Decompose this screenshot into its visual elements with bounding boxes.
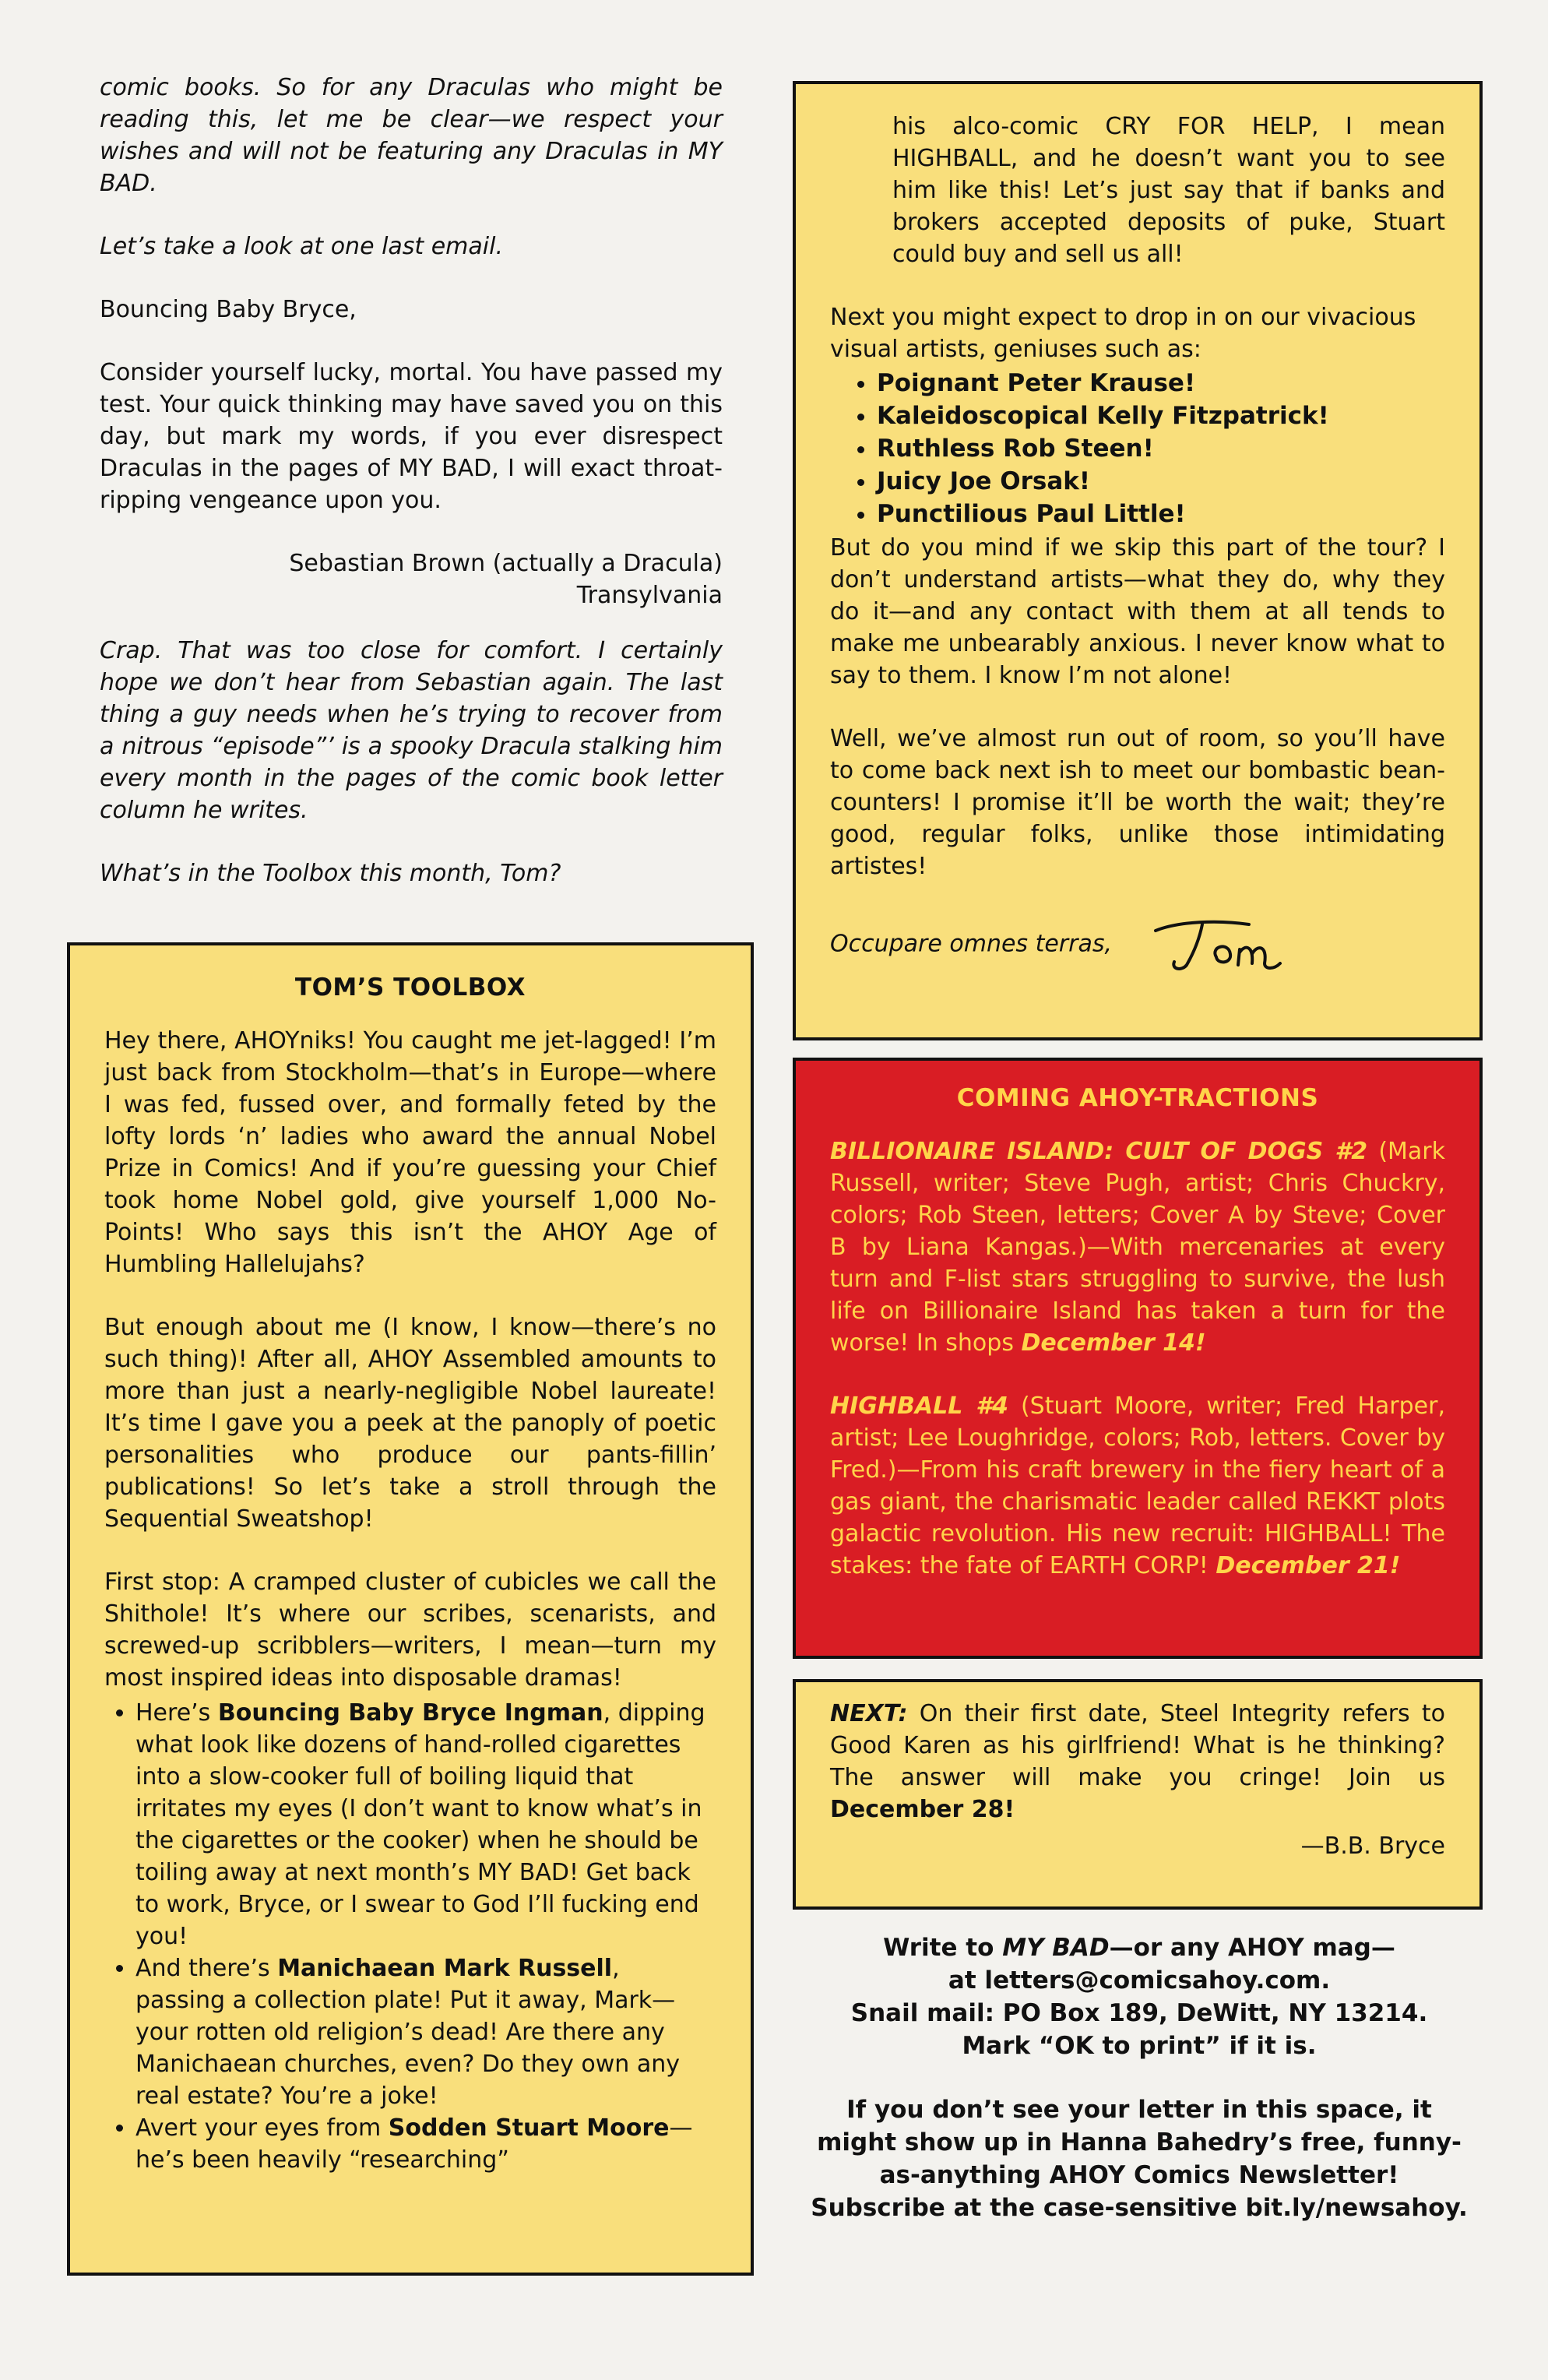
letter-salutation: Bouncing Baby Bryce, [100, 296, 357, 323]
toolbox-paragraph-2: But enough about me (I know, I know—there’s no such thing)! After all, AHOY Assembled amounts to more than just a nearly-negligible Nobel laureate! It’s time I gave you a peek at the panoply of poetic personalities who produce our pants-fillin’ publications! So let’s take a stroll through the Sequential Sweatshop! [104, 1314, 716, 1533]
coming-title: COMING AHOY-TRACTIONS [956, 1084, 1319, 1112]
letter-signature [100, 547, 723, 611]
contact-section [810, 1931, 1469, 2255]
sender-place: Transylvania [576, 582, 723, 609]
continuation-paragraph-4: Well, we’ve almost run out of room, so you’ll have to come back next ish to meet our bombastic bean-counters! I promise it’ll be worth the wait; they’re good, regular folks, unlike those intimidating artistes! [830, 725, 1445, 880]
coming-item-title: HIGHBALL #4 [830, 1392, 1008, 1420]
mailing-address: Snail mail: PO Box 189, DeWitt, NY 13214. [850, 1999, 1428, 2027]
coming-item-1: BILLIONAIRE ISLAND: CULT OF DOGS #2 (Mark Russell, writer; Steve Pugh, artist; Chris Chuckry, colors; Rob Steen, letters; Cover A by Steve; Cover B by Liana Kangas.)—With mercenaries at every turn and F-list stars struggling to survive, the lush life on Billionaire Island has taken a turn for the worse! In shops December 14! [830, 1138, 1446, 1357]
continuation-paragraph-1: his alco-comic CRY FOR HELP, I mean HIGHBALL, and he doesn’t want you to see him like this! Let’s just say that if banks and brokers accepted deposits of puke, Stuart could buy and sell us all! [892, 113, 1445, 268]
list-item: • And there’s Manichaean Mark Russell, passing a collection plate! Put it away, Mark—your rotten old religion’s dead! Are there any Manichaean churches, even? Do they own any real estate? You’re a joke! [135, 1952, 716, 2112]
contact-info: Write to MY BAD—or any AHOY mag— at letters@comicsahoy.com. Snail mail: PO Box 189, DeWitt, NY 13214. Mark “OK to print” if it is. [850, 1934, 1428, 2060]
sender-name: Sebastian Brown (actually a Dracula) [289, 550, 723, 577]
continuation-paragraph-2: Next you might expect to drop in on our vivacious visual artists, geniuses such as: [830, 304, 1416, 363]
toms-toolbox-box [67, 942, 754, 2276]
email-address: at letters@comicsahoy.com. [948, 1966, 1331, 1994]
reply-paragraph: Crap. That was too close for comfort. I certainly hope we don’t hear from Sebastian again. The last thing a guy needs when he’s trying to recover from a nitrous “episode”’ is a spooky Dracula stalking him every month in the pages of the comic book letter column he writes. [100, 637, 723, 824]
newsletter-note: If you don’t see your letter in this space, it might show up in Hanna Bahedry’s free, funny-as-anything AHOY Comics Newsletter! Subscribe at the case-sensitive bit.ly/newsahoy. [811, 2096, 1468, 2222]
list-item: • Avert your eyes from Sodden Stuart Moore—he’s been heavily “researching” [135, 2112, 716, 2176]
next-date: December 28! [830, 1796, 1015, 1823]
writer-name: Sodden Stuart Moore [388, 2114, 670, 2142]
toolbox-continuation-box [793, 81, 1483, 1040]
coming-item-date: December 21! [1216, 1552, 1401, 1579]
signoff-text: Occupare omnes terras, [830, 930, 1113, 958]
next-paragraph: NEXT: On their first date, Steel Integrity refers to Good Karen as his girlfriend! What is he thinking? The answer will make you cringe! Join us December 28! [830, 1700, 1445, 1823]
list-item: • Ruthless Rob Steen! [877, 432, 1445, 465]
tom-signature-icon [1148, 914, 1319, 976]
toolbox-handoff: What’s in the Toolbox this month, Tom? [100, 860, 561, 887]
next-issue-box [793, 1679, 1483, 1910]
next-signoff: —B.B. Bryce [1300, 1833, 1445, 1860]
coming-item-date: December 14! [1021, 1329, 1206, 1357]
coming-item-2: HIGHBALL #4 (Stuart Moore, writer; Fred Harper, artist; Lee Loughridge, colors; Rob, letters. Cover by Fred.)—From his craft brewery in the fiery heart of a gas giant, the charismatic leader called REKKT plots galactic revolution. His new recruit: HIGHBALL! The stakes: the fate of EARTH CORP! December 21! [830, 1392, 1445, 1579]
list-item: • Juicy Joe Orsak! [877, 465, 1445, 498]
coming-item-title: BILLIONAIRE ISLAND: CULT OF DOGS #2 [830, 1138, 1368, 1165]
writer-name: Manichaean Mark Russell [277, 1955, 613, 1982]
intro-paragraph: comic books. So for any Draculas who might be reading this, let me be clear—we respect your wishes and will not be featuring any Draculas in MY BAD. [100, 74, 723, 197]
list-item: • Kaleidoscopical Kelly Fitzpatrick! [877, 400, 1445, 432]
toolbox-title: TOM’S TOOLBOX [294, 973, 526, 1002]
mag-title: MY BAD [1002, 1934, 1110, 1962]
continuation-paragraph-3: But do you mind if we skip this part of the tour? I don’t understand artists—what they do, why they do it—and any contact with them at all tends to make me unbearably anxious. I never know what to say to them. I know I’m not alone! [830, 534, 1445, 689]
next-label: NEXT: [830, 1700, 908, 1727]
print-note: Mark “OK to print” if it is. [962, 2032, 1317, 2060]
toolbox-paragraph-3: First stop: A cramped cluster of cubicles we call the Shithole! It’s where our scribes, scenarists, and screwed-up scribblers—writers, I mean—turn my most inspired ideas into disposable dramas! [104, 1568, 716, 1692]
list-item: • Punctilious Paul Little! [877, 498, 1445, 530]
letter-body: Consider yourself lucky, mortal. You have passed my test. Your quick thinking may have saved you on this day, but mark my words, if you ever disrespect Draculas in the pages of MY BAD, I will exact throat-ripping vengeance upon you. [100, 359, 723, 514]
left-column [100, 72, 723, 921]
lead-in: Let’s take a look at one last email. [100, 233, 503, 260]
artists-list [830, 367, 1445, 530]
list-item: • Here’s Bouncing Baby Bryce Ingman, dipping what look like dozens of hand-rolled cigarettes into a slow-cooker full of boiling liquid that irritates my eyes (I don’t want to know what’s in the cigarettes or the cooker) when he should be toiling away at next month’s MY BAD! Get back to work, Bryce, or I swear to God I’ll fucking end you! [135, 1697, 716, 1952]
writer-name: Bouncing Baby Bryce Ingman [217, 1699, 603, 1727]
coming-ahoy-tractions-box [793, 1058, 1483, 1659]
list-item: • Poignant Peter Krause! [877, 367, 1445, 400]
signoff-line [830, 914, 1445, 976]
writers-list [104, 1697, 716, 2176]
toolbox-paragraph-1: Hey there, AHOYniks! You caught me jet-lagged! I’m just back from Stockholm—that’s in Europe—where I was fed, fussed over, and formally feted by the lofty lords ‘n’ ladies who award the annual Nobel Prize in Comics! And if you’re guessing your Chief took home Nobel gold, give yourself 1,000 No-Points! Who says this isn’t the AHOY Age of Humbling Hallelujahs? [104, 1027, 716, 1278]
